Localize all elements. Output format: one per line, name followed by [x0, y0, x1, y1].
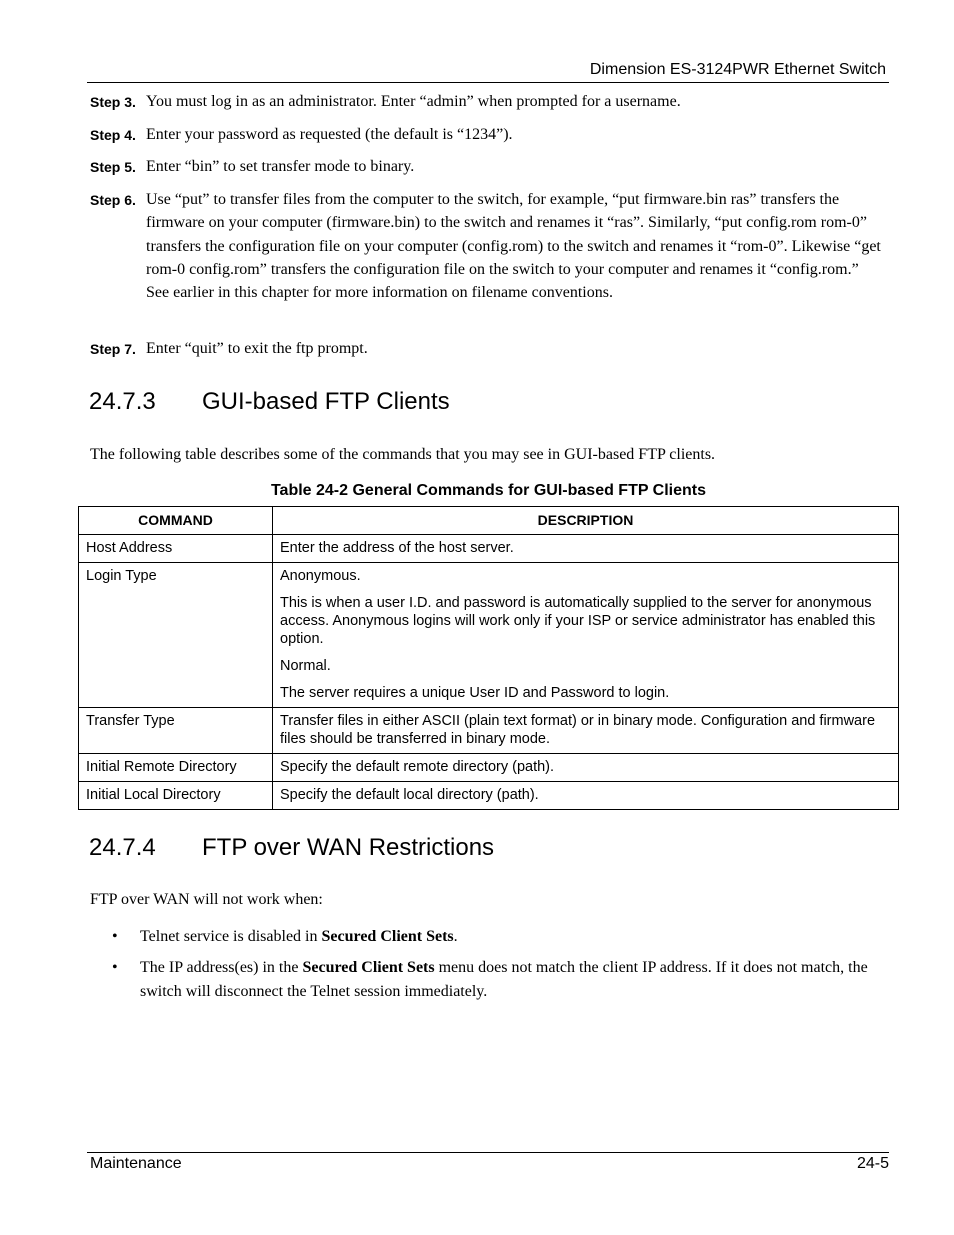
list-item: [112, 925, 882, 948]
command-cell: Initial Local Directory: [79, 782, 273, 810]
command-cell: Transfer Type: [79, 708, 273, 754]
step-6: [90, 188, 885, 304]
footer-chapter: Maintenance: [90, 1155, 182, 1172]
step-label: Step 3.: [90, 94, 136, 110]
description-cell: [273, 782, 899, 810]
step-label: Step 5.: [90, 159, 136, 175]
list-item-text: Telnet service is disabled in: [140, 928, 322, 945]
bullet-icon: •: [112, 959, 118, 977]
description-text: This is when a user I.D. and password is automatically supplied to the server for anonymous access. Anonymous logins will work only if your ISP or service administrator has enabled this option.: [280, 595, 876, 647]
description-text: Enter the address of the host server.: [280, 540, 514, 556]
command-cell: Login Type: [79, 563, 273, 708]
step-4: [90, 123, 885, 146]
description-text: Anonymous.: [280, 568, 361, 584]
description-text: Transfer files in either ASCII (plain text format) or in binary mode. Configuration and firmware files should be transferred in binary mode.: [280, 713, 876, 747]
table-row: [79, 708, 899, 754]
description-text: The server requires a unique User ID and Password to login.: [280, 685, 670, 701]
step-5: [90, 155, 885, 178]
list-item-bold: Secured Client Sets: [321, 928, 454, 945]
step-label: Step 6.: [90, 192, 136, 208]
page-number: 24-5: [856, 1155, 889, 1172]
page-footer: [87, 1152, 889, 1172]
section-intro: The following table describes some of the commands that you may see in GUI-based FTP clients.: [90, 446, 716, 463]
description-text: Specify the default local directory (path).: [280, 787, 539, 803]
description-cell: [273, 708, 899, 754]
table-caption: Table 24-2 General Commands for GUI-based FTP Clients: [270, 482, 707, 499]
table-row: [79, 535, 899, 563]
table-row: [79, 563, 899, 708]
list-item-bold: Secured Client Sets: [302, 959, 435, 977]
list-item-text: menu does not match the client IP address. If it does not match, the switch will disconnect the Telnet session immediately.: [140, 959, 868, 1000]
description-cell: [273, 563, 899, 708]
section-intro: FTP over WAN will not work when:: [90, 891, 323, 908]
step-text: Use “put” to transfer files from the computer to the switch, for example, “put firmware.bin ras” transfers the firmware on your computer (firmware.bin) to the switch and renames it “ras”. Similarly, “put config.rom rom-0” transfers the configuration file on your computer (config.rom) to the switch and renames it “rom-0”. Likewise “get rom-0 config.rom” transfers the configuration file on the switch to your computer and renames it “config.rom.” See earlier in this chapter for more information on filename conventions.: [146, 191, 881, 302]
list-item: [112, 956, 882, 1003]
section-title: FTP over WAN Restrictions: [202, 834, 495, 861]
command-cell: Host Address: [79, 535, 273, 563]
table-row: [79, 754, 899, 782]
page-header: [87, 60, 889, 83]
section-heading-gui-ftp: [89, 388, 450, 416]
header-title: Dimension ES-3124PWR Ethernet Switch: [589, 61, 886, 78]
column-header-command: COMMAND: [79, 507, 273, 535]
step-text: Enter “bin” to set transfer mode to binary.: [146, 158, 415, 175]
description-text: Normal.: [280, 658, 331, 674]
description-cell: [273, 754, 899, 782]
table-row: [79, 782, 899, 810]
step-3: [90, 90, 885, 113]
section-number: 24.7.3: [89, 388, 156, 415]
step-7: [90, 337, 885, 360]
step-text: Enter your password as requested (the default is “1234”).: [146, 126, 513, 143]
restrictions-list: [112, 925, 882, 1011]
step-label: Step 4.: [90, 127, 136, 143]
section-number: 24.7.4: [89, 834, 156, 861]
column-header-description: DESCRIPTION: [273, 507, 899, 535]
commands-table: [78, 506, 899, 810]
section-heading-ftp-wan: [89, 834, 494, 862]
step-text: Enter “quit” to exit the ftp prompt.: [146, 340, 368, 357]
description-cell: [273, 535, 899, 563]
step-text: You must log in as an administrator. Enter “admin” when prompted for a username.: [146, 93, 681, 110]
command-cell: Initial Remote Directory: [79, 754, 273, 782]
table-header-row: [79, 507, 899, 535]
list-item-text: .: [453, 928, 458, 945]
description-text: Specify the default remote directory (path).: [280, 759, 555, 775]
section-title: GUI-based FTP Clients: [202, 388, 450, 415]
list-item-text: The IP address(es) in the: [140, 959, 303, 977]
bullet-icon: •: [112, 928, 118, 945]
step-label: Step 7.: [90, 341, 136, 357]
